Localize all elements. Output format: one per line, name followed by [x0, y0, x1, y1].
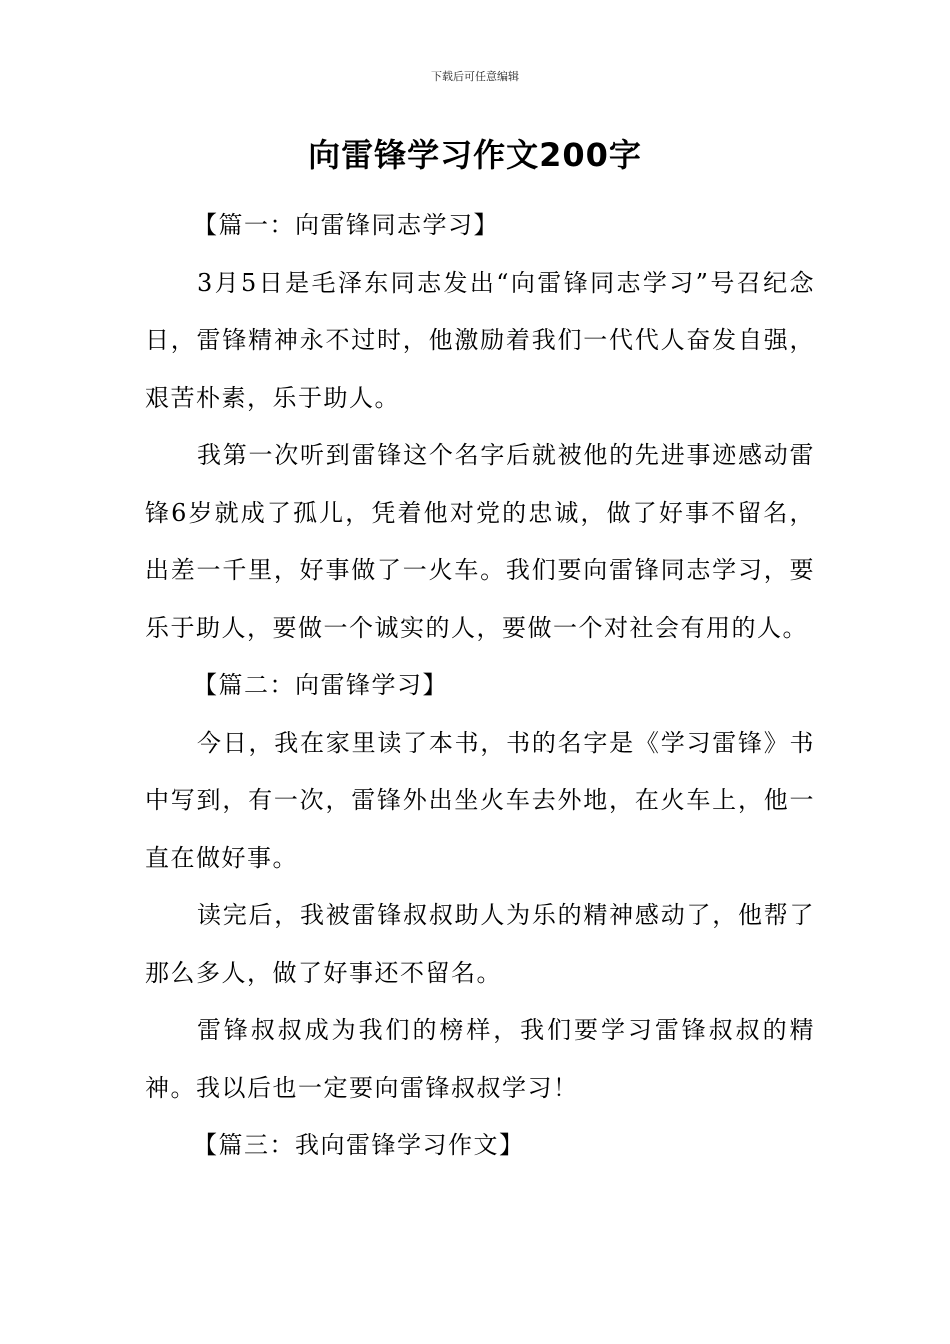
document-body — [145, 197, 815, 1175]
paragraph: 雷锋叔叔成为我们的榜样，我们要学习雷锋叔叔的精神。我以后也一定要向雷锋叔叔学习！ — [145, 1016, 815, 1102]
paragraph: 3月5日是毛泽东同志发出“向雷锋同志学习”号召纪念日，雷锋精神永不过时，他激励着我们一代代人奋发自强，艰苦朴素，乐于助人。 — [145, 268, 815, 412]
document-title: 向雷锋学习作文200字 — [308, 136, 642, 174]
paragraph: 我第一次听到雷锋这个名字后就被他的先进事迹感动雷锋6岁就成了孤儿，凭着他对党的忠诚，做了好事不留名，出差一千里，好事做了一火车。我们要向雷锋同志学习，要乐于助人，要做一个诚实的人，要做一个对社会有用的人。 — [145, 441, 815, 642]
paragraph: 读完后，我被雷锋叔叔助人为乐的精神感动了，他帮了那么多人，做了好事还不留名。 — [145, 901, 815, 987]
paragraph: 今日，我在家里读了本书，书的名字是《学习雷锋》书中写到，有一次，雷锋外出坐火车去外地，在火车上，他一直在做好事。 — [145, 728, 815, 872]
header-note: 下载后可任意编辑 — [431, 70, 519, 83]
section-heading-3: 【篇三：我向雷锋学习作文】 — [193, 1131, 525, 1159]
section-heading-1: 【篇一：向雷锋同志学习】 — [193, 211, 499, 239]
section-heading-2: 【篇二：向雷锋学习】 — [193, 671, 448, 699]
